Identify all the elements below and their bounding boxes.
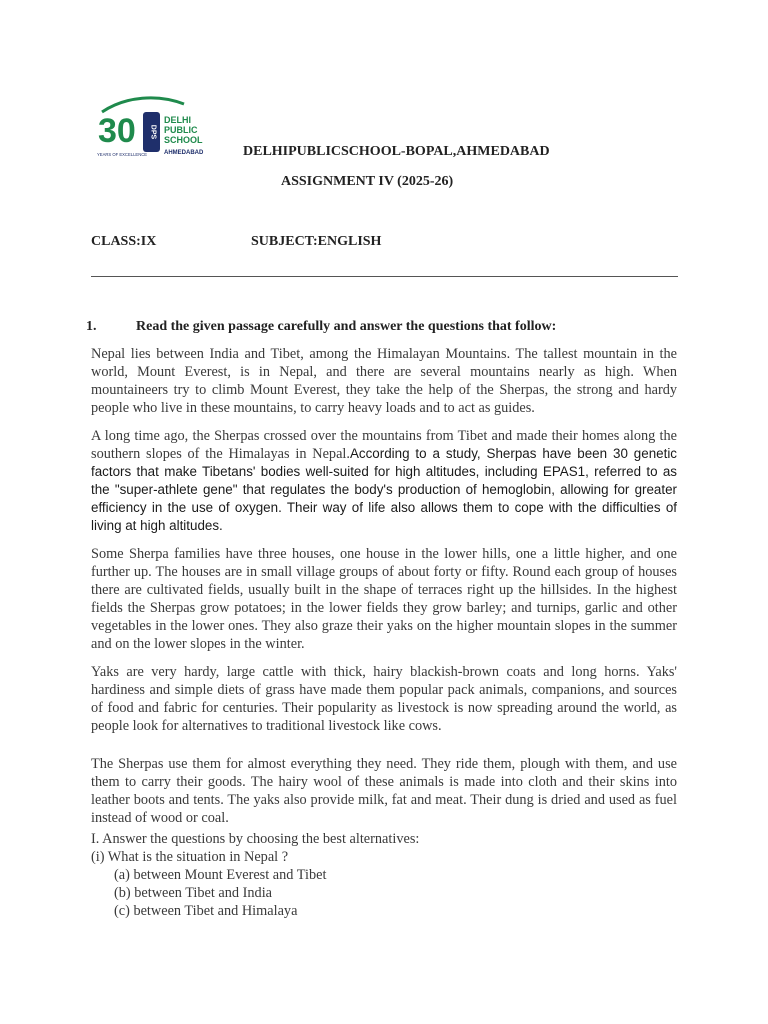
passage-paragraph-5: The Sherpas use them for almost everything they need. They ride them, plough with them, and use them to carry their goods. The hairy wool of these animals is made into cloth and their skins into leather boots and tents. The yaks also provide milk, fat and meat. Their dung is dried and used as fuel instead of wood or coal. [91, 756, 677, 826]
question-number: 1. [86, 319, 97, 334]
logo-crest-text: DPS [149, 124, 157, 140]
subject-label: SUBJECT:ENGLISH [251, 234, 382, 249]
assignment-title: ASSIGNMENT IV (2025-26) [281, 174, 454, 189]
logo-name-line-1: DELHI [164, 115, 191, 125]
school-logo-graphic [96, 96, 208, 160]
school-logo [96, 96, 208, 160]
logo-name-line-3: SCHOOL [164, 135, 203, 145]
passage-paragraph-3: Some Sherpa families have three houses, one house in the lower hills, one a little higher, and one further up. The houses are in small village groups of about forty or fifty. Round each group of houses there are cultivated fields, usually built in the shape of terraces right up the hillsides. In the highest fields the Sherpas grow potatoes; in the lower fields they grow barley; and turnips, garlic and other vegetables in the lower ones. They also graze their yaks on the higher mountain slopes in the summer and on the lower slopes in the winter. [91, 546, 677, 652]
mcq-option-a: (a) between Mount Everest and Tibet [114, 867, 327, 883]
logo-tagline: YEARS OF EXCELLENCE [97, 152, 148, 157]
passage-paragraph-2-part-b: According to a study, Sherpas have been 30 genetic factors that make Tibetans' bodies well-suited for high altitudes, including EPAS1, referred to as the "super-athlete gene" that regulates the body's production of hemoglobin, allowing for greater efficiency in the use of oxygen. Their way of life also allows them to cope with the difficulties of living at high altitudes. [91, 446, 677, 533]
mcq-section [91, 830, 419, 920]
logo-name-line-2: PUBLIC [164, 125, 198, 135]
mcq-option-b: (b) between Tibet and India [114, 885, 273, 901]
logo-swoosh [102, 98, 184, 112]
question-instruction: Read the given passage carefully and answer the questions that follow: [136, 319, 557, 334]
mcq-question-1: (i) What is the situation in Nepal ? [91, 849, 289, 865]
reading-passage [91, 345, 677, 837]
mcq-section-heading: I. Answer the questions by choosing the best alternatives: [91, 831, 420, 847]
logo-numeral: 30 [98, 112, 136, 150]
passage-paragraph-2-part-a: A long time ago, the Sherpas crossed over the mountains from Tibet and made their homes along the southern slopes of the Himalayas in Nepal. [91, 428, 677, 462]
passage-paragraph-2 [91, 427, 677, 535]
passage-paragraph-1: Nepal lies between India and Tibet, among the Himalayan Mountains. The tallest mountain in the world, Mount Everest, is in Nepal, and there are several mountains nearly as high. When mountaineers try to climb Mount Everest, they take the help of the Sherpas, the strong and hardy people who live in these mountains, to carry heavy loads and to act as guides. [91, 346, 677, 416]
school-name: DELHIPUBLICSCHOOL-BOPAL,AHMEDABAD [243, 144, 550, 159]
logo-city: AHMEDABAD [164, 150, 204, 156]
mcq-option-c: (c) between Tibet and Himalaya [114, 903, 298, 919]
header-divider [91, 276, 678, 277]
class-label: CLASS:IX [91, 234, 157, 249]
passage-paragraph-4: Yaks are very hardy, large cattle with thick, hairy blackish-brown coats and long horns. Yaks' hardiness and simple diets of grass have made them popular pack animals, companions, and sources of food and fabric for centuries. Their popularity as livestock is now spreading around the world, as people look for alternatives to traditional livestock like cows. [91, 664, 677, 734]
